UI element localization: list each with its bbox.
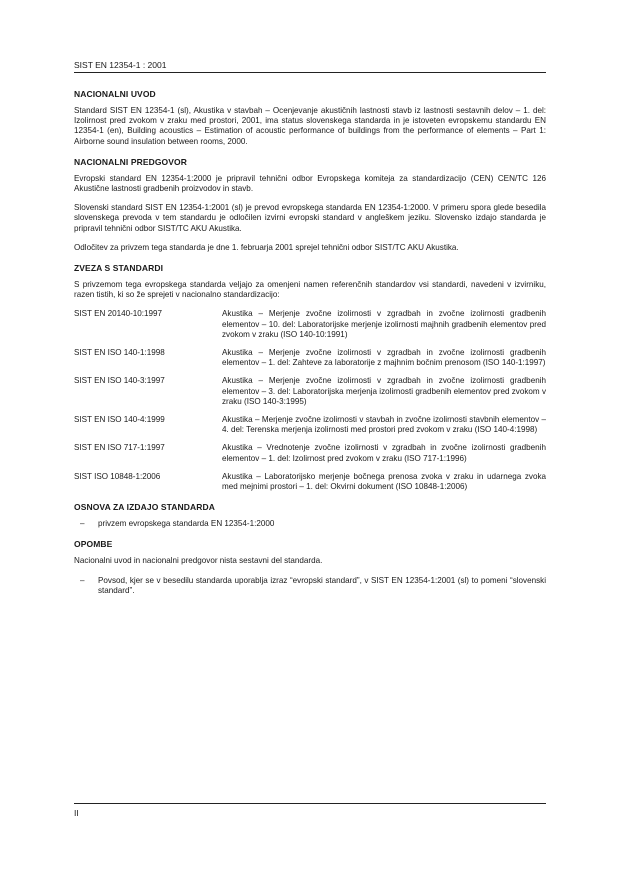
reference-description: Akustika – Merjenje zvočne izolirnosti v zgradbah in zvočne izolirnosti gradbenih elementov – 1. del: Zahteve za laboratorije z majhnim bočnim prenosom (ISO 140-1:1997) bbox=[222, 348, 546, 368]
page-number: II bbox=[74, 808, 79, 818]
section-title: OSNOVA ZA IZDAJO STANDARDA bbox=[74, 502, 215, 513]
reference-code: SIST EN ISO 140-4:1999 bbox=[74, 415, 165, 425]
reference-description: Akustika – Merjenje zvočne izolirnosti v zgradbah in zvočne izolirnosti gradbenih elementov – 10. del: Laboratorijske merjenje izolirnosti majhnih gradbenih elementov pred zvokom v zraku (ISO 140-10:1991) bbox=[222, 309, 546, 339]
reference-list bbox=[74, 309, 546, 492]
list-item bbox=[74, 576, 546, 596]
section-zveza-s-standardi bbox=[74, 263, 546, 492]
reference-description: Akustika – Merjenje zvočne izolirnosti v zgradbah in zvočne izolirnosti gradbenih elementov – 3. del: Laboratorijska merjenja izolirnosti gradbenih elementov pred zvokom v zraku (ISO 140-3:1995) bbox=[222, 376, 546, 406]
reference-code: SIST ISO 10848-1:2006 bbox=[74, 471, 161, 481]
reference-row bbox=[74, 443, 546, 463]
list-item-text: Povsod, kjer se v besedilu standarda uporablja izraz “evropski standard”, v SIST EN 12354-1:2001 (sl) to pomeni “slovenski standard”. bbox=[98, 575, 546, 595]
reference-description: Akustika – Vrednotenje zvočne izolirnosti v zgradbah in zvočne izolirnosti gradbenih elementov – 1. del: Izolirnost pred zvokom v zraku (ISO 717-1:1996) bbox=[222, 443, 546, 463]
reference-code: SIST EN 20140-10:1997 bbox=[74, 309, 163, 319]
paragraph: Evropski standard EN 12354-1:2000 je pripravil tehnični odbor Evropskega komiteja za standardizacijo (CEN) CEN/TC 126 Akustične lastnosti gradbenih proizvodov in stavb. bbox=[74, 173, 546, 194]
paragraph: S privzemom tega evropskega standarda veljajo za omenjeni namen referenčnih standardov vsi standardi, navedeni v izvirniku, razen tistih, ki so že sprejeti v nacionalno standardizacijo: bbox=[74, 280, 546, 300]
section-title: ZVEZA S STANDARDI bbox=[74, 263, 164, 274]
paragraph: Nacionalni uvod in nacionalni predgovor nista sestavni del standarda. bbox=[74, 556, 323, 566]
header-standard-code: SIST EN 12354-1 : 2001 bbox=[74, 60, 167, 70]
reference-code: SIST EN ISO 140-1:1998 bbox=[74, 348, 165, 358]
reference-row bbox=[74, 472, 546, 492]
reference-row bbox=[74, 348, 546, 368]
list-dash: – bbox=[80, 575, 85, 585]
list-dash: – bbox=[80, 519, 85, 529]
section-opombe bbox=[74, 539, 546, 596]
section-title: OPOMBE bbox=[74, 539, 113, 550]
footer-rule bbox=[74, 803, 546, 804]
paragraph: Slovenski standard SIST EN 12354-1:2001 (sl) je prevod evropskega standarda EN 12354-1:2000. V primeru spora glede besedila slovenskega prevoda v tem standardu je odločilen izvirni evropski standard v angleškem jeziku. Slovensko izdajo standarda je pripravil tehnični odbor SIST/TC AKU Akustika. bbox=[74, 203, 546, 233]
section-nacionalni-predgovor bbox=[74, 157, 546, 253]
list-item bbox=[74, 519, 546, 529]
reference-code: SIST EN ISO 140-3:1997 bbox=[74, 376, 165, 386]
header-rule bbox=[74, 72, 546, 73]
reference-row bbox=[74, 376, 546, 407]
paragraph: Odločitev za privzem tega standarda je dne 1. februarja 2001 sprejel tehnični odbor SIST/TC AKU Akustika. bbox=[74, 242, 459, 252]
paragraph: Standard SIST EN 12354-1 (sl), Akustika v stavbah – Ocenjevanje akustičnih lastnosti stavb iz lastnosti sestavnih delov – 1. del: Izolirnost pred zvokom v zraku med prostori, 2001, ima status slovenskega standarda in je istoveten evropskemu standardu EN 12354-1 (en), Building acoustics – Estimation of acoustic performance of buildings from the performance of elements – Part 1: Airborne sound insulation between rooms, 2000. bbox=[74, 106, 546, 146]
section-title: NACIONALNI UVOD bbox=[74, 89, 156, 99]
list-item-text: privzem evropskega standarda EN 12354-1:2000 bbox=[98, 519, 275, 529]
reference-row bbox=[74, 309, 546, 340]
section-title: NACIONALNI PREDGOVOR bbox=[74, 156, 187, 167]
reference-description: Akustika – Merjenje zvočne izolirnosti v stavbah in zvočne izolirnosti stavbnih elementov – 4. del: Terenska merjenja izolirnosti med prostori pred zvokom v zraku (ISO 140-4:1998) bbox=[222, 415, 546, 435]
section-nacionalni-uvod bbox=[74, 89, 546, 147]
reference-code: SIST EN ISO 717-1:1997 bbox=[74, 443, 165, 453]
section-osnova bbox=[74, 502, 546, 529]
reference-description: Akustika – Laboratorijsko merjenje bočnega prenosa zvoka v zraku in udarnega zvoka med mejnimi prostori – 1. del: Okvirni dokument (ISO 10848-1:2006) bbox=[222, 471, 546, 492]
reference-row bbox=[74, 415, 546, 435]
document-body bbox=[74, 89, 546, 606]
